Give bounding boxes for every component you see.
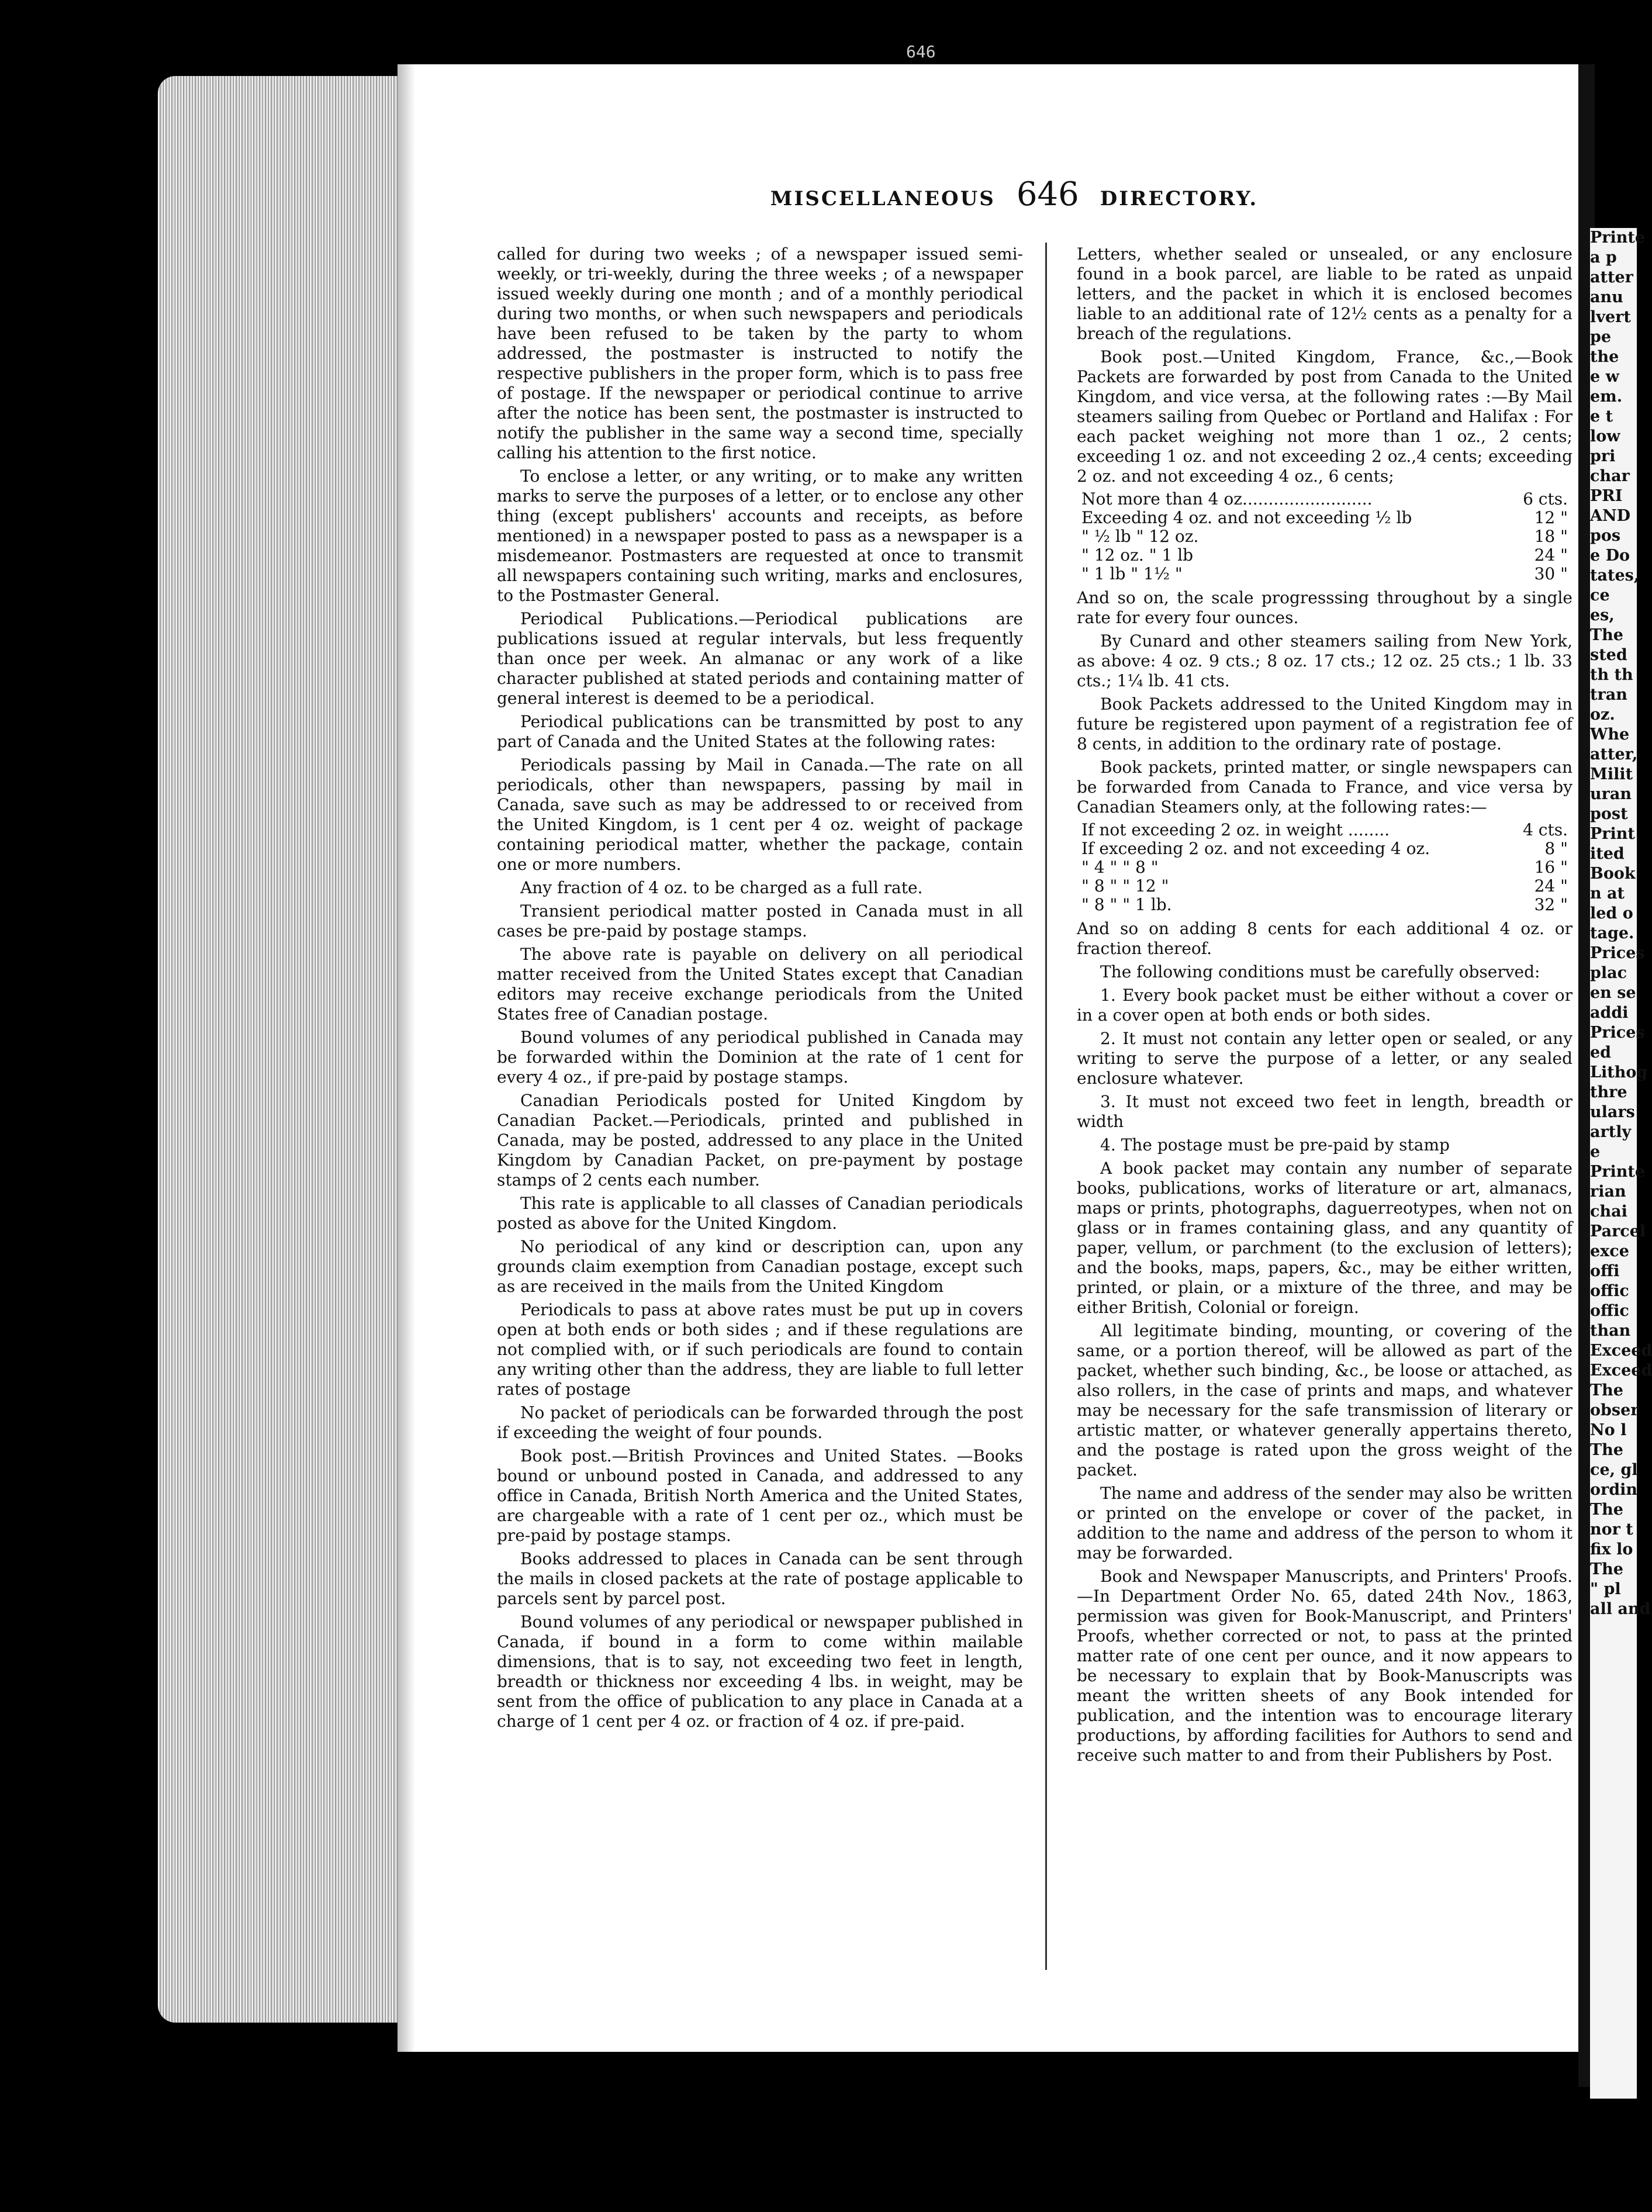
paragraph-manuscripts: Book and Newspaper Manuscripts, and Printers' Proofs.—In Department Order No. 65, dated 24th Nov., 1863, permission was given for Book-Manuscript, and Printers' Proofs, whether corrected or not, to pass at the printed matter rate of one cent per ounce, and it now appears to be necessary to explain that by Book-Manuscripts was meant the written sheets of any Book intended for publication, and the intention was to encourage literary productions, by affording facilities for Authors to send and receive such matter to and from their Publishers by Post. <box>1077 1567 1572 1765</box>
rate-weight: If not exceeding 2 oz. in weight ........ <box>1081 820 1390 839</box>
adjacent-page-fragment-line: nor t <box>1590 1520 1633 1539</box>
adjacent-page-fragment-line: anu <box>1590 288 1623 306</box>
adjacent-page-fragment-line: exce <box>1590 1242 1629 1260</box>
adjacent-page-fragment <box>1590 228 1652 2099</box>
adjacent-page-fragment-line: artly <box>1590 1123 1632 1141</box>
left-paragraph: Bound volumes of any periodical or newspaper published in Canada, if bound in a form to come within mailable dimensions, that is to say, not exceeding two feet in length, breadth or thickness nor exceeding 4 lbs. in weight, may be sent from the office of publication to any place in Canada at a charge of 1 cent per 4 oz. or fraction of 4 oz. if pre-paid. <box>497 1612 1023 1731</box>
adjacent-page-fragment-line: than <box>1590 1322 1631 1340</box>
left-paragraph: Transient periodical matter posted in Canada must in all cases be pre-paid by postage stamps. <box>497 901 1023 941</box>
left-paragraph: Bound volumes of any periodical published in Canada may be forwarded within the Dominion at the rate of 1 cent for every 4 oz., if pre-paid by postage stamps. <box>497 1028 1023 1087</box>
rate-row <box>1077 858 1572 877</box>
rate-row <box>1077 565 1572 583</box>
adjacent-page-fragment-line: pos <box>1590 527 1621 545</box>
rate-value: 12 " <box>1534 508 1568 527</box>
adjacent-page-fragment-line: Exceed <box>1590 1361 1652 1380</box>
rate-value: 8 " <box>1544 839 1568 858</box>
adjacent-page-fragment-line: n at <box>1590 884 1625 903</box>
paragraph-sender-address: The name and address of the sender may also be written or printed on the envelope or cover of the packet, in addition to the name and address of the person to whom it may be forwarded. <box>1077 1484 1572 1563</box>
rate-value: 6 cts. <box>1523 489 1568 509</box>
paragraph-registration: Book Packets addressed to the United Kingdom may in future be registered upon payment of a registration fee of 8 cents, in addition to the ordinary rate of postage. <box>1077 694 1572 754</box>
column-rule <box>1045 243 1047 1970</box>
rate-weight: " 8 " " 1 lb. <box>1081 895 1172 914</box>
left-paragraph: No packet of periodicals can be forwarded through the post if exceeding the weight of four pounds. <box>497 1403 1023 1442</box>
adjacent-page-fragment-line: sted <box>1590 646 1627 664</box>
adjacent-page-fragment-line: Exceed <box>1590 1342 1652 1360</box>
adjacent-page-fragment-line: atter, <box>1590 745 1638 763</box>
adjacent-page-fragment-line: offi <box>1590 1262 1620 1280</box>
adjacent-page-fragment-line: atter <box>1590 268 1633 286</box>
adjacent-page-fragment-line: lvert <box>1590 308 1631 326</box>
adjacent-page-fragment-line: chai <box>1590 1202 1627 1221</box>
paragraph-conditions-intro: The following conditions must be carefully observed: <box>1100 962 1540 981</box>
rate-table-uk <box>1077 490 1572 583</box>
rate-value: 18 " <box>1534 527 1568 546</box>
adjacent-page-fragment-line: PRI <box>1590 487 1623 505</box>
page-gutter-shadow <box>398 64 415 2052</box>
adjacent-page-fragment-line: thre <box>1590 1083 1627 1101</box>
left-paragraph: Periodical Publications.—Periodical publications are publications issued at regular intervals, but less frequently than once per week. An almanac or any work of a like character published at stated periods and containing matter of general interest is deemed to be a periodical. <box>497 609 1023 708</box>
paragraph-cunard: By Cunard and other steamers sailing from New York, as above: 4 oz. 9 cts.; 8 oz. 17 cts.; 12 oz. 25 cts.; 1 lb. 33 cts.; 1¼ lb. 41 cts. <box>1077 631 1572 690</box>
adjacent-page-fragment-line: e <box>1590 1143 1601 1161</box>
left-paragraph: Periodicals passing by Mail in Canada.—The rate on all periodicals, other than newspapers, passing by mail in Canada, save such as may be addressed to or received from the United Kingdom, is 1 cent per 4 oz. weight of package containing periodical matter, whether the package, contain one or more numbers. <box>497 755 1023 874</box>
left-paragraph: To enclose a letter, or any writing, or to make any written marks to serve the purposes of a letter, or to enclose any other thing (except publishers' accounts and receipts, as before mentioned) in a newspaper posted to pass as a newspaper is a misdemeanor. Postmasters are requested at once to transmit all newspapers containing such writing, marks and enclosures, to the Postmaster General. <box>497 466 1023 605</box>
adjacent-page-fragment-line: post <box>1590 805 1628 823</box>
adjacent-page-fragment-line: The <box>1590 1560 1623 1578</box>
right-column <box>1077 244 1572 1998</box>
adjacent-page-fragment-line: The <box>1590 626 1623 644</box>
header-left-word: MISCELLANEOUS <box>770 187 996 210</box>
adjacent-page-fragment-line: pri <box>1590 447 1616 465</box>
adjacent-page-fragment-line: uran <box>1590 785 1632 803</box>
paragraph-binding: All legitimate binding, mounting, or covering of the same, or a portion thereof, will be allowed as part of the packet, whether such binding, &c., be loose or attached, as also rollers, in the case of prints and maps, and whatever may be necessary for the safe transmission of literary or artistic matter, or whatever generally appertains thereto, and the postage is rated upon the gross weight of the packet. <box>1077 1321 1572 1480</box>
rate-row <box>1077 839 1572 858</box>
rate-value: 24 " <box>1534 876 1568 896</box>
adjacent-page-fragment-line: e w <box>1590 368 1619 386</box>
adjacent-page-fragment-line: " pl <box>1590 1580 1621 1598</box>
running-header <box>751 175 1277 213</box>
rate-value: 32 " <box>1534 895 1568 914</box>
adjacent-page-fragment-line: oz. <box>1590 706 1615 724</box>
adjacent-page-fragment-line: ce, gl <box>1590 1461 1638 1479</box>
adjacent-page-fragment-line: ed <box>1590 1043 1612 1062</box>
rate-weight: " 12 oz. " 1 lb <box>1081 545 1194 565</box>
left-paragraph: This rate is applicable to all classes of Canadian periodicals posted as above for the United Kingdom. <box>497 1194 1023 1233</box>
adjacent-page-fragment-line: ordin <box>1590 1481 1637 1499</box>
rate-table-france <box>1077 821 1572 914</box>
adjacent-page-fragment-line: Parcel <box>1590 1222 1646 1240</box>
adjacent-page-fragment-line: Lithog <box>1590 1063 1648 1081</box>
adjacent-page-fragment-line: ce <box>1590 586 1610 604</box>
adjacent-page-fragment-line: offic <box>1590 1302 1629 1320</box>
adjacent-page-fragment-line: es, <box>1590 606 1615 624</box>
left-paragraph: The above rate is payable on delivery on all periodical matter received from the United States except that Canadian editors may receive exchange periodicals from the United States free of Canadian postage. <box>497 945 1023 1024</box>
adjacent-page-fragment-line: all and <box>1590 1600 1651 1618</box>
adjacent-page-fragment-line: low <box>1590 427 1620 445</box>
adjacent-page-fragment-line: a p <box>1590 248 1617 267</box>
paragraph-packet-contents: A book packet may contain any number of separate books, publications, works of literature or art, almanacs, maps or prints, photographs, daguerreotypes, when not on glass or in frames containing glass, and any quantity of paper, vellum, or parchment (to the exclusion of letters); and the books, maps, papers, &c., may be either written, printed, or plain, or a mixture of the three, and may be either British, Colonial or foreign. <box>1077 1159 1572 1317</box>
paragraph-book-post-uk: Book post.—United Kingdom, France, &c.,—Book Packets are forwarded by post from Canada to the United Kingdom, and vice versa, at the following rates :—By Mail steamers sailing from Quebec or Portland and Halifax : For each packet weighing not more than 1 oz., 2 cents; exceeding 1 oz. and not exceeding 2 oz.,4 cents; exceeding 2 oz. and not exceeding 4 oz., 6 cents; <box>1077 347 1572 486</box>
condition-1: 1. Every book packet must be either without a cover or in a cover open at both ends or both sides. <box>1077 986 1572 1025</box>
page-number: 646 <box>1016 175 1079 213</box>
adjacent-page-fragment-line: offic <box>1590 1282 1629 1300</box>
rate-weight: Not more than 4 oz......................... <box>1081 489 1373 509</box>
rate-weight: " 8 " " 12 " <box>1081 876 1169 896</box>
adjacent-page-fragment-line: ulars <box>1590 1103 1635 1121</box>
rate-value: 24 " <box>1534 545 1568 565</box>
adjacent-page-fragment-line: The <box>1590 1441 1623 1459</box>
left-paragraph: Any fraction of 4 oz. to be charged as a full rate. <box>520 878 923 897</box>
adjacent-page-fragment-line: e t <box>1590 407 1613 426</box>
adjacent-page-fragment-line: Book <box>1590 865 1636 883</box>
adjacent-page-fragment-line: Printe <box>1590 1163 1646 1181</box>
adjacent-page-fragment-line: em. <box>1590 388 1623 406</box>
adjacent-page-fragment-line: Milit <box>1590 765 1633 783</box>
adjacent-page-fragment-line: addi <box>1590 1004 1629 1022</box>
adjacent-page-fragment-line: rian <box>1590 1183 1626 1201</box>
condition-4: 4. The postage must be pre-paid by stamp <box>1100 1135 1450 1155</box>
left-paragraph: Canadian Periodicals posted for United Kingdom by Canadian Packet.—Periodicals, printed and published in Canada, may be posted, addressed to any place in the United Kingdom by Canadian Packet, on pre-payment by postage stamps of 2 cents each number. <box>497 1091 1023 1190</box>
adjacent-page-fragment-line: e Do <box>1590 547 1630 565</box>
rate-weight: " 1 lb " 1½ " <box>1081 564 1183 583</box>
book-page-edges <box>158 76 403 2023</box>
paragraph-scale: And so on, the scale progresssing throughout by a single rate for every four ounces. <box>1077 588 1572 627</box>
left-paragraph: Book post.—British Provinces and United States. —Books bound or unbound posted in Canada, and addressed to any office in Canada, British North America and the United States, are chargeable with a rate of 1 cent per oz., which must be pre-paid by postage stamps. <box>497 1446 1023 1545</box>
condition-2: 2. It must not contain any letter open or sealed, or any writing to serve the purpose of a letter, or any sealed enclosure whatever. <box>1077 1029 1572 1088</box>
rate-row <box>1077 821 1572 839</box>
adjacent-page-fragment-line: Prices <box>1590 1024 1645 1042</box>
adjacent-page-fragment-line: ited <box>1590 845 1625 863</box>
adjacent-page-fragment-line: Print <box>1590 825 1635 843</box>
rate-row <box>1077 490 1572 509</box>
adjacent-page-fragment-line: Printe <box>1590 229 1646 247</box>
header-right-word: DIRECTORY. <box>1100 187 1259 210</box>
paragraph-letters-in-book-parcel: Letters, whether sealed or unsealed, or any enclosure found in a book parcel, are liable to be rated as unpaid letters, and the packet in which it is enclosed becomes liable to an additional rate of 12½ cents as a penalty for a breach of the regulations. <box>1077 244 1572 343</box>
adjacent-page-fragment-line: tage. <box>1590 924 1634 942</box>
rate-weight: " ½ lb " 12 oz. <box>1081 527 1199 546</box>
paragraph-france: Book packets, printed matter, or single newspapers can be forwarded from Canada to France, and vice versa by Canadian Steamers only, at the following rates:— <box>1077 758 1572 817</box>
rate-weight: Exceeding 4 oz. and not exceeding ½ lb <box>1081 508 1412 527</box>
rate-row <box>1077 877 1572 896</box>
left-column <box>497 244 1023 1735</box>
paragraph-adding: And so on adding 8 cents for each additional 4 oz. or fraction thereof. <box>1077 919 1572 958</box>
adjacent-page-fragment-line: the <box>1590 348 1619 366</box>
rate-weight: " 4 " " 8 " <box>1081 858 1159 877</box>
left-paragraph: Periodical publications can be transmitted by post to any part of Canada and the United States at the following rates: <box>497 712 1023 751</box>
rate-value: 4 cts. <box>1523 820 1568 839</box>
left-paragraph: called for during two weeks ; of a newspaper issued semi-weekly, or tri-weekly, during the three weeks ; of a newspaper issued weekly during one month ; and of a monthly periodical during two months, or when such newspapers and periodicals have been refused to be taken by the party to whom addressed, the postmaster is instructed to notify the respective publishers in the proper form, which is to pass free of postage. If the newspaper or periodical continue to arrive after the notice has been sent, the postmaster is instructed to notify the publisher in the same way a second time, specially calling his attention to the first notice. <box>497 244 1023 462</box>
rate-row <box>1077 509 1572 527</box>
adjacent-page-fragment-line: No l <box>1590 1421 1627 1439</box>
rate-row <box>1077 527 1572 546</box>
adjacent-page-fragment-line: th th <box>1590 666 1633 684</box>
adjacent-page-fragment-line: char <box>1590 467 1630 485</box>
adjacent-page-fragment-line: AND <box>1590 507 1631 525</box>
adjacent-page-fragment-line: pe <box>1590 328 1612 346</box>
adjacent-page-fragment-line: The <box>1590 1501 1623 1519</box>
condition-3: 3. It must not exceed two feet in length, breadth or width <box>1077 1092 1572 1131</box>
adjacent-page-fragment-line: tran <box>1590 686 1627 704</box>
left-paragraph: No periodical of any kind or description can, upon any grounds claim exemption from Canadian postage, except such as are received in the mails from the United Kingdom <box>497 1237 1023 1296</box>
rate-row <box>1077 896 1572 914</box>
left-paragraph: Periodicals to pass at above rates must be put up in covers open at both ends or both sides ; and if these regulations are not complied with, or if such periodicals are found to contain any writing other than the address, they are liable to full letter rates of postage <box>497 1300 1023 1399</box>
rate-value: 16 " <box>1534 858 1568 877</box>
adjacent-page-fragment-line: fix lo <box>1590 1540 1633 1558</box>
adjacent-page-fragment-line: led o <box>1590 904 1633 922</box>
rate-value: 30 " <box>1534 564 1568 583</box>
adjacent-page-fragment-line: Prices <box>1590 944 1645 962</box>
adjacent-page-fragment-line: plac <box>1590 964 1627 982</box>
adjacent-page-fragment-line: tates, <box>1590 566 1640 585</box>
rate-row <box>1077 546 1572 565</box>
adjacent-page-fragment-line: The <box>1590 1381 1623 1399</box>
adjacent-page-fragment-line: obser <box>1590 1401 1639 1419</box>
rate-weight: If exceeding 2 oz. and not exceeding 4 oz. <box>1081 839 1430 858</box>
scan-page-mark: 646 <box>906 42 936 61</box>
left-paragraph: Books addressed to places in Canada can be sent through the mails in closed packets at the rate of postage applicable to parcels sent by parcel post. <box>497 1549 1023 1608</box>
adjacent-page-fragment-line: Whe <box>1590 725 1630 744</box>
adjacent-page-fragment-line: en se <box>1590 984 1636 1002</box>
